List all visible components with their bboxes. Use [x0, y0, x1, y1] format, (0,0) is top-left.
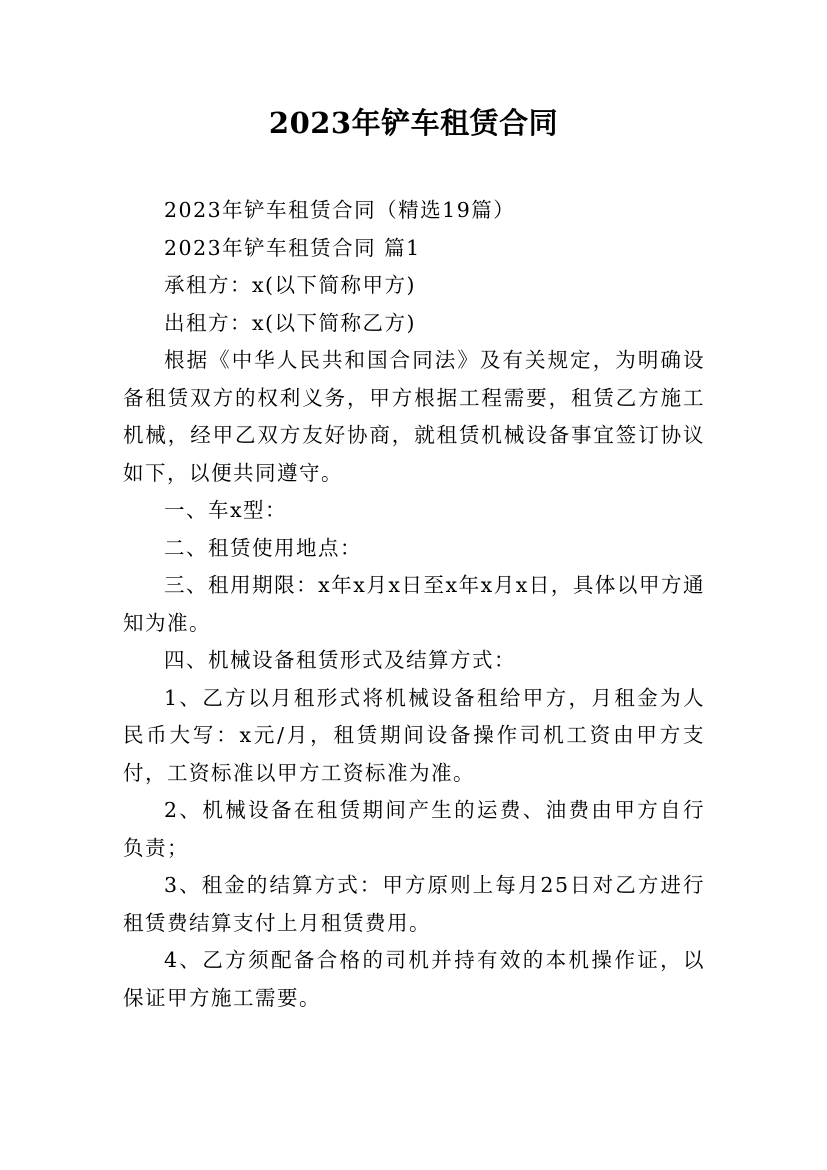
clause-location: 二、租赁使用地点： [164, 535, 362, 560]
section-heading: 2023年铲车租赁合同 篇1 [164, 235, 421, 260]
subtitle-paragraph: 2023年铲车租赁合同（精选19篇） [164, 198, 516, 222]
document-body [123, 192, 705, 1017]
lessor-line: 出租方：x(以下简称乙方) [164, 310, 417, 335]
subclause-4: 4、乙方须配备合格的司机并持有效的本机操作证，以保证甲方施工需要。 [123, 948, 705, 1010]
clause-term: 三、租用期限：x年x月x日至x年x月x日，具体以甲方通知为准。 [123, 573, 705, 635]
subclause-1: 1、乙方以月租形式将机械设备租给甲方，月租金为人民币大写：x元/月，租赁期间设备操作司机工资由甲方支付，工资标准以甲方工资标准为准。 [123, 685, 705, 785]
document-title: 2023年铲车租赁合同 [268, 106, 559, 140]
lessee-line: 承租方：x(以下简称甲方) [164, 273, 417, 297]
subclause-2: 2、机械设备在租赁期间产生的运费、油费由甲方自行负责； [123, 798, 705, 860]
clause-form-settlement: 四、机械设备租赁形式及结算方式： [164, 648, 516, 672]
subclause-3: 3、租金的结算方式：甲方原则上每月25日对乙方进行租赁费结算支付上月租赁费用。 [123, 873, 705, 935]
clause-vehicle-model: 一、车x型： [164, 498, 288, 522]
preamble-paragraph: 根据《中华人民共和国合同法》及有关规定，为明确设备租赁双方的权利义务，甲方根据工程需要，租赁乙方施工机械，经甲乙双方友好协商，就租赁机械设备事宜签订协议如下，以便共同遵守。 [123, 348, 705, 485]
